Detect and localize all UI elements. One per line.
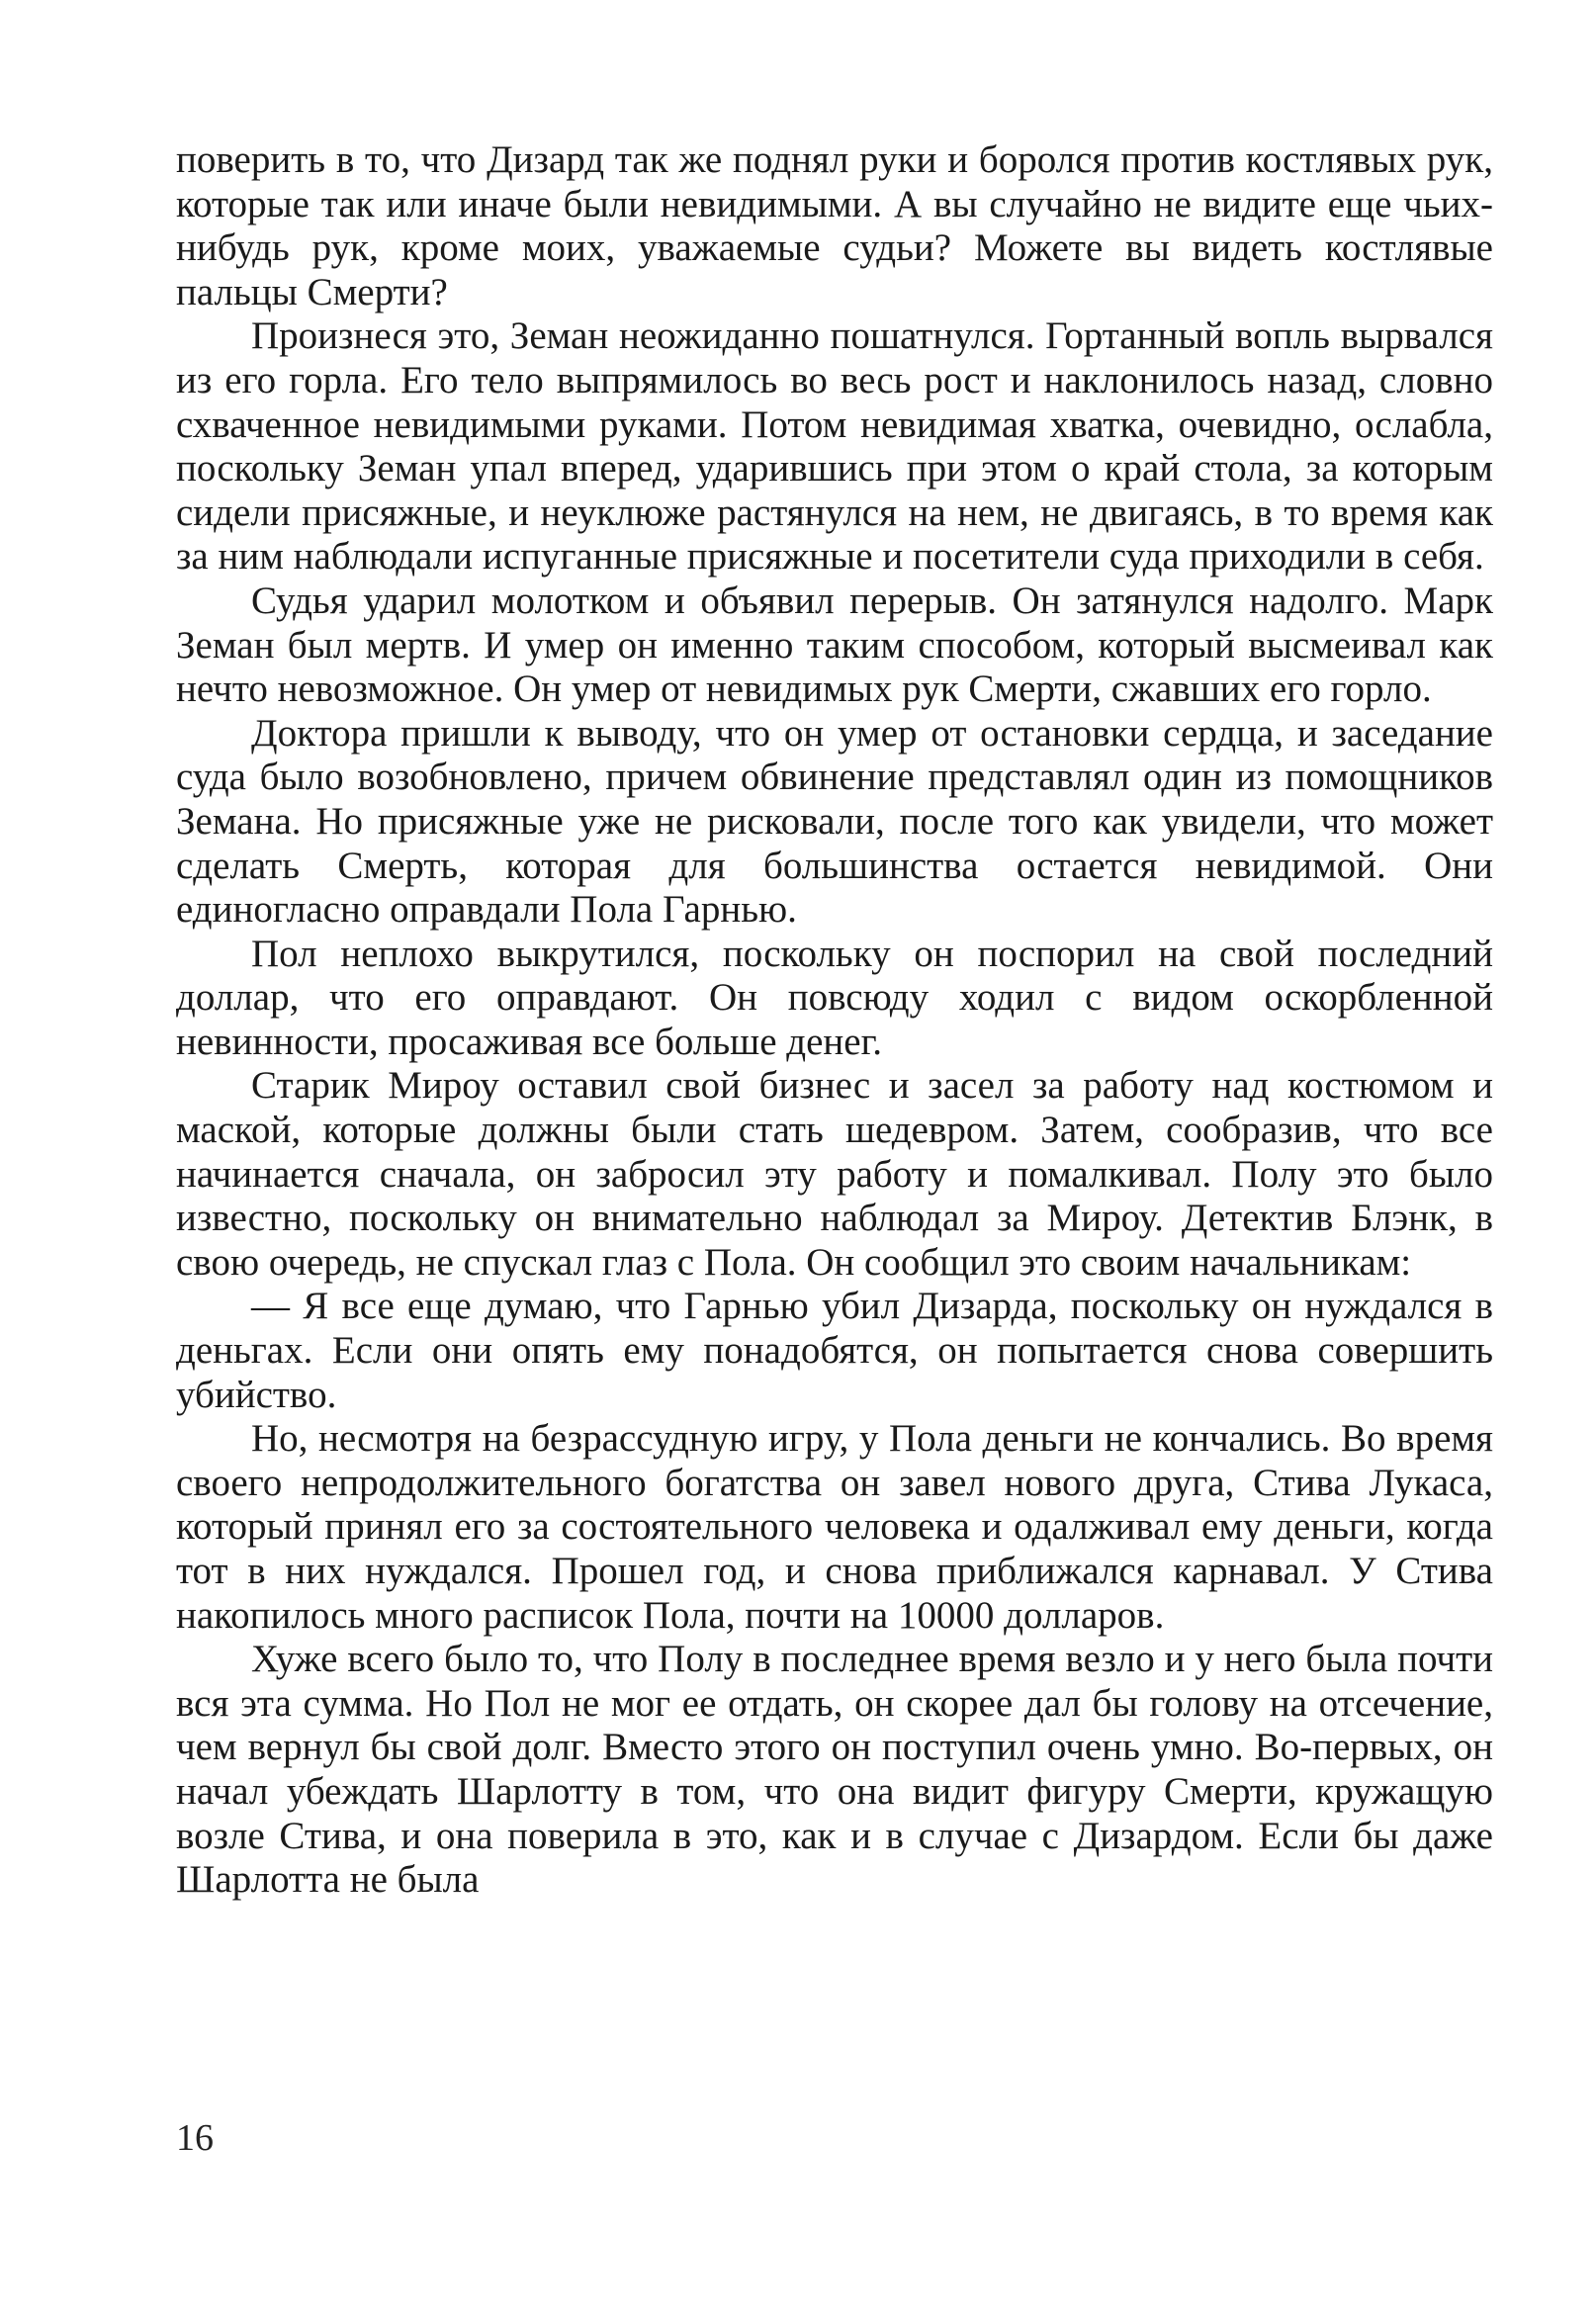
paragraph-7: — Я все еще думаю, что Гарнью убил Дизарда, поскольку он нуждался в деньгах. Если они опять ему понадобятся, он попытается снова совершить убийство. — [176, 1285, 1493, 1416]
paragraph-4: Доктора пришли к выводу, что он умер от остановки сердца, и заседание суда было возобновлено, причем обвинение представлял один из помощников Земана. Но присяжные уже не рисковали, после того как увидели, что может сделать Смерть, которая для большинства остается невидимой. Они единогласно оправдали Пола Гарнью. — [176, 711, 1493, 932]
paragraph-9: Хуже всего было то, что Полу в последнее время везло и у него была почти вся эта сумма. Но Пол не мог ее отдать, он скорее дал бы голову на отсечение, чем вернул бы свой долг. Вместо этого он поступил очень умно. Во-первых, он начал убеждать Шарлотту в том, что она видит фигуру Смерти, кружащую возле Стива, и она поверила в это, как и в случае с Дизардом. Если бы даже Шарлотта не была — [176, 1638, 1493, 1902]
paragraph-8: Но, несмотря на безрассудную игру, у Пола деньги не кончались. Во время своего непродолжительного богатства он завел нового друга, Стива Лукаса, который принял его за состоятельного человека и одалживал ему деньги, когда тот в них нуждался. Прошел год, и снова приближался карнавал. У Стива накопилось много расписок Пола, почти на 10000 долларов. — [176, 1417, 1493, 1637]
paragraph-3: Судья ударил молотком и объявил перерыв. Он затянулся надолго. Марк Земан был мертв. И умер он именно таким способом, который высмеивал как нечто невозможное. Он умер от невидимых рук Смерти, сжавших его горло. — [176, 579, 1493, 711]
paragraph-1: поверить в то, что Дизард так же поднял руки и боролся против костлявых рук, которые так или иначе были невидимыми. А вы случайно не видите еще чьих-нибудь рук, кроме моих, уважаемые судьи? Можете вы видеть костлявые пальцы Смерти? — [176, 138, 1493, 313]
paragraph-2: Произнеся это, Земан неожиданно пошатнулся. Гортанный вопль вырвался из его горла. Его тело выпрямилось во весь рост и наклонилось назад, словно схваченное невидимыми руками. Потом невидимая хватка, очевидно, ослабла, поскольку Земан упал вперед, ударившись при этом о край стола, за которым сидели присяжные, и неуклюже растянулся на нем, не двигаясь, в то время как за ним наблюдали испуганные присяжные и посетители суда приходили в себя. — [176, 314, 1493, 579]
paragraph-5: Пол неплохо выкрутился, поскольку он поспорил на свой последний доллар, что его оправдают. Он повсюду ходил с видом оскорбленной невинности, просаживая все больше денег. — [176, 932, 1493, 1063]
page-number: 16 — [176, 2117, 214, 2159]
page-body — [176, 138, 1493, 1903]
paragraph-6: Старик Мироу оставил свой бизнес и засел за работу над костюмом и маской, которые должны были стать шедевром. Затем, сообразив, что все начинается сначала, он забросил эту работу и помалкивал. Полу это было известно, поскольку он внимательно наблюдал за Мироу. Детектив Блэнк, в свою очередь, не спускал глаз с Пола. Он сообщил это своим начальникам: — [176, 1064, 1493, 1284]
